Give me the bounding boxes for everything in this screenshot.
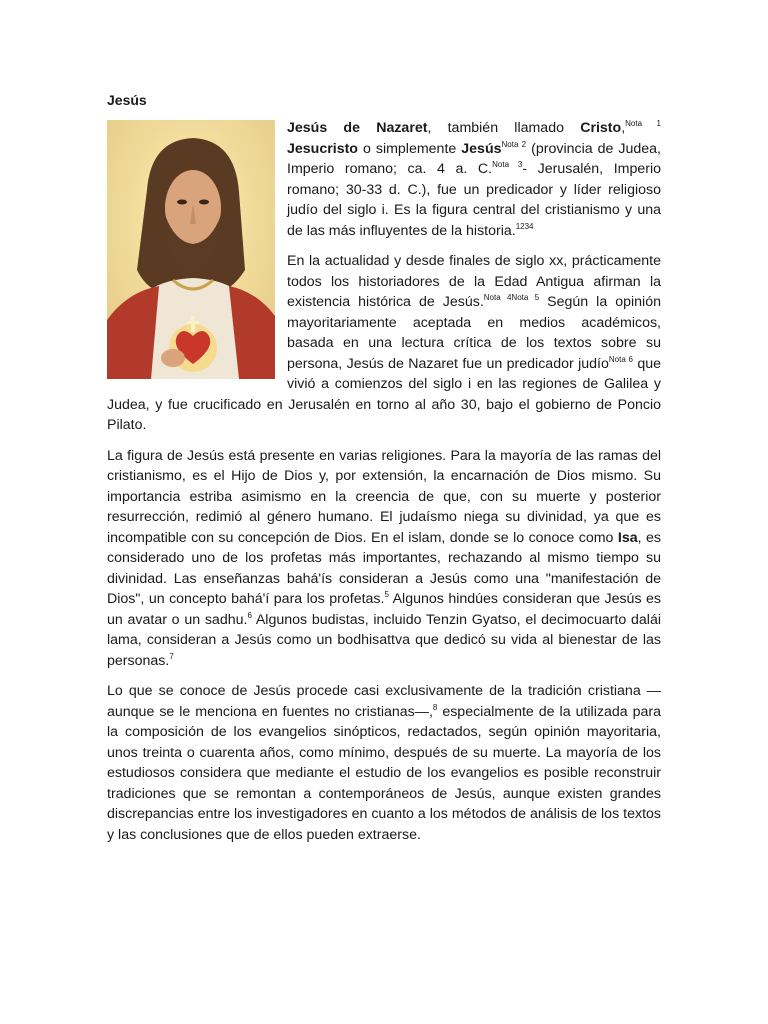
- footnote-5[interactable]: 5: [384, 590, 389, 599]
- text-run: Lo que se conoce de Jesús procede casi exclusivamente de la tradición cristiana —aunque se le menciona en fuentes no cristianas—,: [107, 683, 661, 720]
- text-run: La figura de Jesús está presente en varias religiones. Para la mayoría de las ramas del cristianismo, es el Hijo de Dios y, por extensión, la encarnación de Dios mismo. Su importancia estriba asimismo en la creencia de que, con su muerte y posterior resurrección, redimió al género humano. El judaísmo niega su divinidad, ya que es incompatible con su concepción de Dios. En el islam, donde se lo conoce como: [107, 447, 661, 546]
- footnote-nota-3[interactable]: Nota 3: [492, 160, 523, 169]
- term-jesucristo: Jesucristo: [287, 140, 358, 157]
- footnote-nota-6[interactable]: Nota 6: [608, 354, 633, 364]
- jesus-portrait-image: [107, 120, 275, 379]
- text-run: (provincia de Judea, Imperio romano; ca. 4 a. C.: [287, 140, 661, 177]
- paragraph-3: [107, 446, 661, 672]
- footnote-nota-1[interactable]: Nota 1: [625, 119, 661, 128]
- footnote-7[interactable]: 7: [169, 651, 174, 661]
- text-run: Según la opinión mayoritariamente aceptada en medios académicos, basada en una lectura crítica de los textos sobre su persona, Jesús de Nazaret fue un predicador judío: [287, 294, 661, 372]
- term-cristo: Cristo: [580, 120, 622, 136]
- paragraph-1: [107, 118, 661, 241]
- term-jesus: Jesús: [461, 140, 502, 157]
- footnote-6[interactable]: 6: [247, 610, 252, 620]
- text-run: o simplemente: [357, 140, 462, 157]
- footnote-refs-1234[interactable]: 1234: [515, 221, 534, 231]
- footnote-nota-2[interactable]: Nota 2: [501, 139, 527, 149]
- text-run: , es considerado uno de los profetas más importantes, rechazando al mismo tiempo su divinidad. Las enseñanzas bahá'ís consideran a Jesús como una "manifestación de Dios", un concepto bahá'í para los profetas.: [107, 529, 661, 607]
- paragraph-4: [107, 681, 661, 845]
- document-title: Jesús: [107, 92, 147, 108]
- portrait-illustration: [107, 120, 275, 379]
- term-isa: Isa: [617, 529, 638, 546]
- text-run: ,: [621, 120, 626, 136]
- text-run: especialmente de la utilizada para la composición de los evangelios sinópticos, redactados, según opinión mayoritaria, unos treinta o cuarenta años, como mínimo, después de su muerte. La mayoría de los estudiosos considera que mediante el estudio de los evangelios es posible reconstruir tradiciones que se remontan a contemporáneos de Jesús, aunque existen grandes discrepancias entre los investigadores en cuanto a los métodos de análisis de los textos y las conclusiones que de ellos pueden extraerse.: [107, 703, 661, 843]
- term-jesus-de-nazaret: Jesús de Nazaret: [287, 120, 428, 136]
- text-run: En la actualidad y desde finales de siglo xx, prácticamente todos los historiadores de la Edad Antigua afirman la existencia histórica de Jesús.: [287, 253, 661, 310]
- text-run: que vivió a comienzos del siglo i en las regiones de Galilea y Judea, y fue crucificado en Jerusalén en torno al año 30, bajo el gobierno de Poncio Pilato.: [107, 355, 661, 433]
- footnote-nota-4-5[interactable]: Nota 4Nota 5: [483, 293, 540, 302]
- text-run: Algunos budistas, incluido Tenzin Gyatso, el decimocuarto dalái lama, consideran a Jesús como un bodhisattva que dedicó su vida al bienestar de las personas.: [107, 611, 661, 669]
- footnote-8[interactable]: 8: [432, 702, 438, 712]
- text-run: , también llamado: [427, 120, 581, 136]
- text-run: - Jerusalén, Imperio romano; 30-33 d. C.), fue un predicador y líder religioso judío del siglo i. Es la figura central del cristianismo y una de las más influyentes de la historia.: [287, 161, 662, 239]
- text-run: Algunos hindúes consideran que Jesús es un avatar o un sadhu.: [107, 591, 661, 628]
